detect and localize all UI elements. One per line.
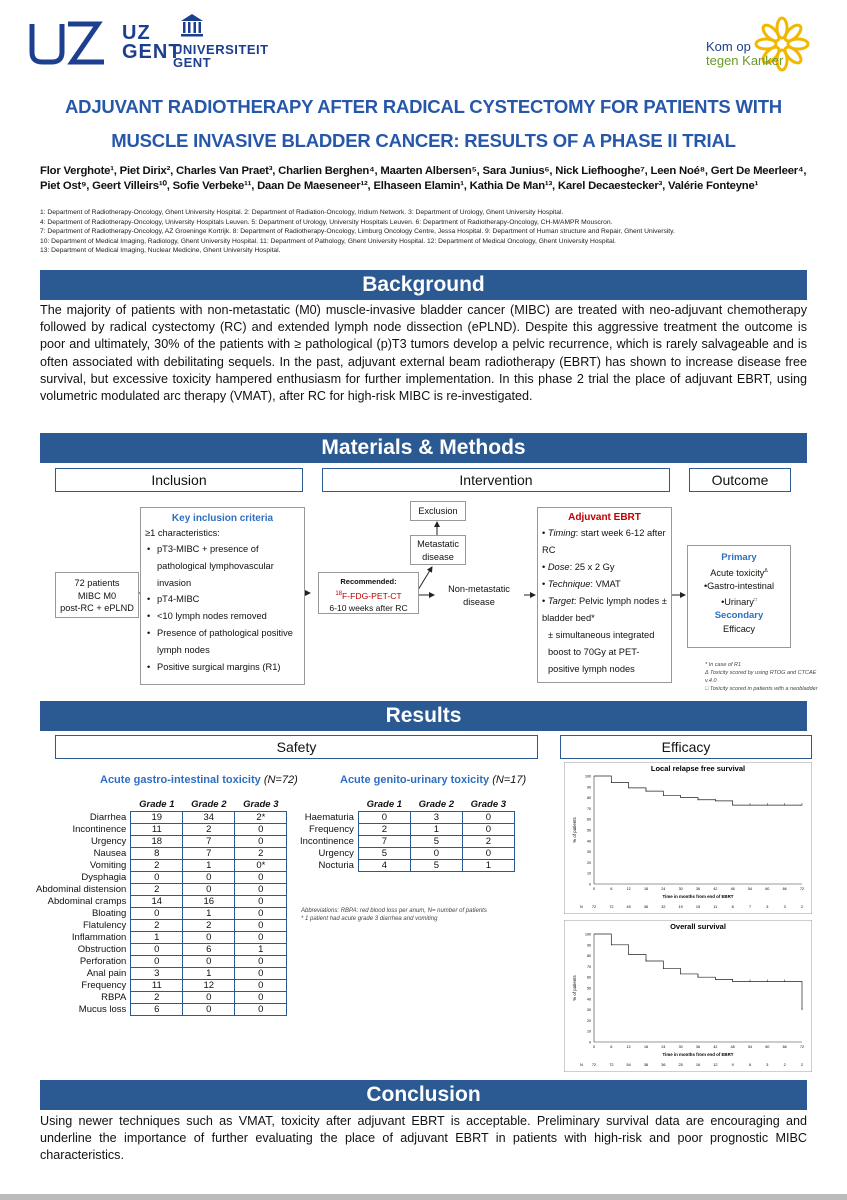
cell-value: 34 bbox=[183, 811, 235, 823]
cell-value: 0 bbox=[462, 823, 514, 835]
key-item: • Presence of pathological positive lymph nodes bbox=[145, 625, 300, 659]
table-row bbox=[300, 859, 514, 871]
cell-value: 8 bbox=[131, 847, 183, 859]
at-risk-count: 36 bbox=[643, 905, 649, 909]
cell-value: 0 bbox=[235, 991, 287, 1003]
at-risk-count: 49 bbox=[626, 905, 631, 909]
x-tick-label: 18 bbox=[644, 1045, 648, 1049]
cell-value: 2 bbox=[358, 823, 410, 835]
cell-value: 14 bbox=[131, 895, 183, 907]
cell-value: 0 bbox=[235, 1003, 287, 1015]
chart-frame bbox=[564, 762, 812, 914]
exclusion-box: Exclusion bbox=[410, 501, 466, 521]
cell-value: 1 bbox=[183, 967, 235, 979]
row-label: Bloating bbox=[91, 907, 127, 919]
table-row bbox=[36, 907, 287, 919]
x-tick-label: 36 bbox=[696, 887, 700, 891]
cell-value: 6 bbox=[131, 1003, 183, 1015]
key-inclusion-box: Key inclusion criteria ≥1 characteristics: • pT3-MIBC + presence of pathological lymphovascular invasion • pT4-MIBC • <10 lymph nodes removed • Presence of pathological positive lymph nodes • Positive surgical margins (R1) bbox=[140, 507, 305, 685]
gu-caption: Acute genito-urinary toxicity (N=17) bbox=[340, 774, 527, 786]
chart-title: Local relapse free survival bbox=[650, 764, 746, 773]
y-tick-label: 20 bbox=[587, 1018, 591, 1023]
x-tick-label: 54 bbox=[748, 1045, 752, 1049]
at-risk-count: 32 bbox=[661, 905, 666, 909]
cell-value: 0 bbox=[183, 1003, 235, 1015]
cell-value: 0 bbox=[410, 847, 462, 859]
table-row bbox=[36, 943, 287, 955]
cell-value: 0 bbox=[358, 811, 410, 823]
conclusion-heading: Conclusion bbox=[40, 1080, 807, 1110]
at-risk-count: 38 bbox=[643, 1063, 649, 1067]
authors: Flor Verghote¹, Piet Dirix², Charles Van Praet³, Charlien Berghen⁴, Maarten Albersen⁵, Sara Junius⁶, Nick Liefhooghe⁷, Leen Noé⁸, Gert De Meerleer⁴, Piet Ost⁹, Geert Villeirs¹⁰, Sofie Verbeke¹¹, Daan De Maeseneer¹², Elhaseen Elamin¹, Kathia De Man¹³, Karel Decaestecker³, Valérie Fonteyne¹ bbox=[40, 165, 807, 192]
row-label: Frequency bbox=[308, 823, 354, 835]
patients-box: 72 patients MIBC M0 post-RC + ePLND bbox=[55, 572, 139, 618]
table-row bbox=[300, 811, 514, 823]
at-risk-count: 3 bbox=[766, 1063, 769, 1067]
x-tick-label: 60 bbox=[765, 1045, 770, 1049]
x-tick-label: 66 bbox=[782, 887, 787, 891]
cell-value: 0 bbox=[183, 883, 235, 895]
cell-value: 2 bbox=[131, 859, 183, 871]
at-risk-count: 72 bbox=[609, 905, 614, 909]
outcome-box: Primary Acute toxicity$^\Delta$ •Gastro-intestinal •Urinary□ Secondary Efficacy bbox=[687, 545, 791, 648]
y-tick-label: 100 bbox=[585, 932, 591, 937]
table-row bbox=[36, 883, 287, 895]
table-row bbox=[36, 871, 287, 883]
metastatic-box: Metastatic disease bbox=[410, 535, 466, 565]
x-tick-label: 72 bbox=[800, 887, 804, 891]
y-tick-label: 90 bbox=[587, 785, 591, 790]
cell-value: 1 bbox=[462, 859, 514, 871]
background-text: The majority of patients with non-metastatic (M0) muscle-invasive bladder cancer (MIBC) are treated with neo-adjuvant chemotherapy followed by radical cystectomy (RC) and extended lymph node dissection (ePLND). Despite this aggressive treatment the outcome is poor and ultimately, 30% of the patients with ≥ pathological (p)T3 tumors develop a pelvic recurrence, which is rarely salvageable and is often associated with debilitating sequels. In the past, adjuvant external beam radiotherapy (EBRT) has shown to increase disease free survival, but excessive toxicity hampered enthusiasm for further implementation. In this phase 2 trial the place of adjuvant EBRT, using volumetric modulated arc therapy (VMAT), after RC for high-risk MIBC is re-investigated. bbox=[40, 303, 807, 404]
outcome-header: Outcome bbox=[689, 468, 791, 492]
affiliations: 1: Department of Radiotherapy-Oncology, Ghent University Hospital. 2: Department of Radiation-Oncology, Iridium Network. 3: Department of Urology, Ghent University Hospital. 4: Department of Radiotherapy-Oncology, University Hospitals Leuven. 5: Department of Urology, University Hospitals Leuven. 6: Department of Radiotherapy-Oncology, CH-M/AMPR Mouscron. 7: Department of Radiotherapy-Oncology, AZ Groeninge Kortrijk. 8: Department of Radiotherapy-Oncology, Limburg Oncology Centre, Jessa Hospital. 9: Department of Human structure and Repair, Ghent University. 10: Department of Medical Imaging, Radiology, Ghent University Hospital. 11: Department of Pathology, Ghent University Hospital. 12: Department of Medical Oncology, Ghent University Hospital. 13: Department of Medical Imaging, Nuclear Medicine, Ghent University Hospital. bbox=[40, 209, 675, 254]
pet-ct-box: Recommended: $^{18}$F-FDG-PET-CT 6-10 weeks after RC bbox=[318, 572, 419, 614]
row-label: Perforation bbox=[79, 955, 127, 967]
at-risk-count: 7 bbox=[748, 905, 752, 909]
methods-footnotes: * In case of R1 Δ Toxicity scored by using RTOG and CTCAE v.4.0 □ Toxicity scored in patients with a neobladder bbox=[705, 662, 818, 692]
footer-bar bbox=[0, 1194, 847, 1200]
cell-value: 0 bbox=[235, 883, 287, 895]
kom-op-tegen-kanker-logo: Kom op tegen Kanker bbox=[690, 14, 830, 76]
y-axis-label: % of patients bbox=[572, 975, 577, 1001]
cell-value: 0 bbox=[183, 955, 235, 967]
cell-value: 2 bbox=[183, 823, 235, 835]
y-tick-label: 0 bbox=[589, 882, 591, 887]
at-risk-count: 11 bbox=[713, 905, 718, 909]
row-label: Urgency bbox=[90, 835, 127, 847]
table-row bbox=[36, 991, 287, 1003]
table-row bbox=[300, 847, 514, 859]
row-label: Nocturia bbox=[318, 859, 354, 871]
y-tick-label: 80 bbox=[587, 954, 591, 959]
x-axis-label: Time in months from end of EBRT bbox=[662, 894, 734, 899]
cell-value: 1 bbox=[183, 859, 235, 871]
table-row bbox=[36, 811, 287, 823]
y-tick-label: 30 bbox=[587, 1008, 591, 1013]
cell-value: 0 bbox=[235, 907, 287, 919]
x-tick-label: 24 bbox=[661, 887, 666, 891]
table-row bbox=[36, 979, 287, 991]
y-tick-label: 70 bbox=[587, 964, 591, 969]
x-tick-label: 42 bbox=[713, 1045, 718, 1049]
cell-value: 3 bbox=[410, 811, 462, 823]
row-label: Obstruction bbox=[77, 943, 127, 955]
cell-value: 7 bbox=[183, 835, 235, 847]
cell-value: 0 bbox=[131, 871, 183, 883]
cell-value: 2 bbox=[131, 919, 183, 931]
intervention-header: Intervention bbox=[322, 468, 670, 492]
y-tick-label: 50 bbox=[587, 986, 591, 991]
x-tick-label: 30 bbox=[678, 887, 683, 891]
chart-title: Overall survival bbox=[670, 922, 726, 931]
y-tick-label: 60 bbox=[587, 975, 591, 980]
row-label: Abdominal cramps bbox=[47, 895, 127, 907]
cell-value: 0 bbox=[235, 871, 287, 883]
at-risk-label: N bbox=[580, 1063, 583, 1067]
table-row bbox=[36, 931, 287, 943]
table-row bbox=[36, 823, 287, 835]
x-tick-label: 12 bbox=[626, 1045, 631, 1049]
x-tick-label: 0 bbox=[593, 887, 595, 891]
cell-value: 0 bbox=[131, 943, 183, 955]
x-tick-label: 48 bbox=[730, 887, 735, 891]
cell-value: 0 bbox=[183, 991, 235, 1003]
key-item: • Positive surgical margins (R1) bbox=[145, 659, 300, 676]
row-label: Nausea bbox=[93, 847, 127, 859]
row-label: Urgency bbox=[318, 847, 354, 859]
row-label: Flatulency bbox=[83, 919, 127, 931]
cell-value: 0 bbox=[131, 955, 183, 967]
table-row bbox=[36, 967, 287, 979]
cell-value: 2 bbox=[235, 847, 287, 859]
cell-value: 0 bbox=[462, 847, 514, 859]
row-label: Abdominal distension bbox=[36, 883, 127, 895]
row-label: Incontinence bbox=[300, 835, 354, 847]
y-tick-label: 80 bbox=[587, 796, 591, 801]
at-risk-count: 2 bbox=[783, 1063, 786, 1067]
x-tick-label: 6 bbox=[610, 1045, 613, 1049]
cell-value: 0 bbox=[462, 811, 514, 823]
table-row bbox=[36, 835, 287, 847]
x-tick-label: 30 bbox=[678, 1045, 683, 1049]
cell-value: 7 bbox=[183, 847, 235, 859]
results-heading: Results bbox=[40, 701, 807, 731]
at-risk-label: N bbox=[580, 905, 583, 909]
background-heading: Background bbox=[40, 270, 807, 300]
x-tick-label: 6 bbox=[610, 887, 613, 891]
y-tick-label: 20 bbox=[587, 860, 591, 865]
row-label: Incontinence bbox=[72, 823, 127, 835]
overall-survival-chart bbox=[564, 920, 812, 1072]
at-risk-count: 72 bbox=[609, 1063, 614, 1067]
cell-value: 2 bbox=[131, 991, 183, 1003]
table-row bbox=[300, 835, 514, 847]
table-row bbox=[36, 847, 287, 859]
at-risk-count: 3 bbox=[783, 905, 786, 909]
row-label: Frequency bbox=[81, 979, 127, 991]
at-risk-count: 72 bbox=[591, 905, 597, 909]
at-risk-count: 15 bbox=[695, 905, 701, 909]
cell-value: 3 bbox=[131, 967, 183, 979]
x-tick-label: 48 bbox=[730, 1045, 735, 1049]
cell-value: 0 bbox=[235, 895, 287, 907]
row-label: Haematuria bbox=[304, 811, 354, 823]
y-tick-label: 60 bbox=[587, 817, 591, 822]
cell-value: 5 bbox=[358, 847, 410, 859]
gi-toxicity-table bbox=[36, 798, 287, 1016]
at-risk-count: 19 bbox=[678, 905, 683, 909]
y-tick-label: 10 bbox=[587, 1029, 591, 1034]
y-tick-label: 40 bbox=[587, 997, 591, 1002]
cell-value: 18 bbox=[131, 835, 183, 847]
cell-value: 0 bbox=[235, 967, 287, 979]
adjuvant-ebrt-box: Adjuvant EBRT • Timing: start week 6-12 after RC • Dose: 25 x 2 Gy • Technique: VMAT • Target: Pelvic lymph nodes ± bladder bed* ± simultaneous integrated boost to 70Gy at PET-positive lymph nodes bbox=[537, 507, 672, 683]
cell-value: 1 bbox=[235, 943, 287, 955]
cell-value: 0 bbox=[183, 931, 235, 943]
grade-header: Grade 3 bbox=[243, 798, 279, 810]
inclusion-header: Inclusion bbox=[55, 468, 303, 492]
x-tick-label: 36 bbox=[696, 1045, 700, 1049]
cell-value: 5 bbox=[410, 859, 462, 871]
y-tick-label: 50 bbox=[587, 828, 591, 833]
university-building-icon bbox=[179, 12, 205, 38]
y-tick-label: 90 bbox=[587, 943, 591, 948]
cell-value: 6 bbox=[183, 943, 235, 955]
cell-value: 0 bbox=[131, 907, 183, 919]
at-risk-count: 6 bbox=[748, 1063, 752, 1067]
y-tick-label: 10 bbox=[587, 871, 591, 876]
abbreviations-note: Abbreviations: RBPA: red blood loss per anum, N= number of patients * 1 patient had acute grade 3 diarrhea and vomiting bbox=[301, 908, 487, 922]
cell-value: 1 bbox=[183, 907, 235, 919]
x-tick-label: 12 bbox=[626, 887, 631, 891]
gu-toxicity-table bbox=[300, 798, 515, 872]
x-tick-label: 66 bbox=[782, 1045, 787, 1049]
cell-value: 19 bbox=[131, 811, 183, 823]
uz-logo-mark-icon bbox=[28, 18, 110, 66]
y-axis-label: % of patients bbox=[572, 817, 577, 843]
x-axis-label: Time in months from end of EBRT bbox=[662, 1052, 734, 1057]
row-label: Vomiting bbox=[89, 859, 127, 871]
cell-value: 16 bbox=[183, 895, 235, 907]
cell-value: 7 bbox=[358, 835, 410, 847]
cell-value: 2* bbox=[235, 811, 287, 823]
cell-value: 0 bbox=[235, 979, 287, 991]
table-row bbox=[36, 1003, 287, 1015]
key-item: • pT3-MIBC + presence of pathological lymphovascular invasion bbox=[145, 541, 300, 591]
at-risk-count: 9 bbox=[731, 1063, 734, 1067]
conclusion-text: Using newer techniques such as VMAT, toxicity after adjuvant EBRT is acceptable. Preliminary survival data are encouraging and underline the importance of further evaluating the place of adjuvant EBRT in patients with high-risk and poor prognostic MIBC characteristics. bbox=[40, 1114, 807, 1163]
row-label: Diarrhea bbox=[89, 811, 127, 823]
key-item: • <10 lymph nodes removed bbox=[145, 608, 300, 625]
cell-value: 1 bbox=[131, 931, 183, 943]
cell-value: 0 bbox=[235, 823, 287, 835]
universiteit-gent-logo: UNIVERSITEIT GENT bbox=[173, 12, 263, 72]
cell-value: 11 bbox=[131, 979, 183, 991]
at-risk-count: 72 bbox=[591, 1063, 597, 1067]
row-label: RBPA bbox=[101, 991, 127, 1003]
table-row bbox=[300, 823, 514, 835]
at-risk-count: 2 bbox=[800, 1063, 804, 1067]
cell-value: 2 bbox=[183, 919, 235, 931]
row-label: Dysphagia bbox=[81, 871, 127, 883]
cell-value: 5 bbox=[410, 835, 462, 847]
table-row bbox=[36, 859, 287, 871]
row-label: Anal pain bbox=[86, 967, 127, 979]
table-row bbox=[36, 919, 287, 931]
gi-caption: Acute gastro-intestinal toxicity (N=72) bbox=[100, 774, 298, 786]
uz-gent-logo: UZ GENT bbox=[28, 14, 168, 72]
at-risk-count: 16 bbox=[695, 1063, 701, 1067]
at-risk-count: 25 bbox=[678, 1063, 683, 1067]
y-tick-label: 0 bbox=[589, 1040, 591, 1045]
table-row bbox=[36, 895, 287, 907]
local-relapse-free-survival-chart bbox=[564, 762, 812, 914]
at-risk-count: 2 bbox=[800, 905, 804, 909]
x-tick-label: 60 bbox=[765, 887, 770, 891]
cell-value: 0 bbox=[183, 871, 235, 883]
cell-value: 12 bbox=[183, 979, 235, 991]
cell-value: 0 bbox=[235, 931, 287, 943]
table-row bbox=[36, 955, 287, 967]
safety-header: Safety bbox=[55, 735, 538, 759]
at-risk-count: 12 bbox=[713, 1063, 718, 1067]
key-item: • pT4-MIBC bbox=[145, 591, 300, 608]
y-tick-label: 30 bbox=[587, 850, 591, 855]
x-tick-label: 0 bbox=[593, 1045, 595, 1049]
cell-value: 1 bbox=[410, 823, 462, 835]
y-tick-label: 40 bbox=[587, 839, 591, 844]
at-risk-count: 36 bbox=[661, 1063, 666, 1067]
poster-title: ADJUVANT RADIOTHERAPY AFTER RADICAL CYSTECTOMY FOR PATIENTS WITH MUSCLE INVASIVE BLADDER CANCER: RESULTS OF A PHASE II TRIAL bbox=[65, 96, 782, 151]
cell-value: 4 bbox=[358, 859, 410, 871]
grade-header: Grade 1 bbox=[139, 798, 175, 810]
grade-header: Grade 2 bbox=[418, 798, 455, 810]
grade-header: Grade 3 bbox=[470, 798, 507, 810]
x-tick-label: 72 bbox=[800, 1045, 804, 1049]
x-tick-label: 54 bbox=[748, 887, 752, 891]
at-risk-count: 54 bbox=[626, 1063, 631, 1067]
efficacy-header: Efficacy bbox=[560, 735, 812, 759]
non-metastatic-box: Non-metastatic disease bbox=[435, 580, 523, 610]
x-tick-label: 42 bbox=[713, 887, 718, 891]
cell-value: 0 bbox=[235, 919, 287, 931]
methods-heading: Materials & Methods bbox=[40, 433, 807, 463]
y-tick-label: 70 bbox=[587, 806, 591, 811]
cell-value: 2 bbox=[131, 883, 183, 895]
grade-header: Grade 2 bbox=[191, 798, 227, 810]
y-tick-label: 100 bbox=[585, 774, 591, 779]
cell-value: 0 bbox=[235, 835, 287, 847]
chart-frame bbox=[564, 920, 812, 1072]
cell-value: 11 bbox=[131, 823, 183, 835]
x-tick-label: 24 bbox=[661, 1045, 666, 1049]
row-label: Inflammation bbox=[71, 931, 127, 943]
at-risk-count: 8 bbox=[731, 905, 734, 909]
cell-value: 2 bbox=[462, 835, 514, 847]
grade-header: Grade 1 bbox=[366, 798, 403, 810]
row-label: Mucus loss bbox=[78, 1003, 127, 1015]
cell-value: 0 bbox=[235, 955, 287, 967]
at-risk-count: 3 bbox=[766, 905, 769, 909]
cell-value: 0* bbox=[235, 859, 287, 871]
x-tick-label: 18 bbox=[644, 887, 648, 891]
